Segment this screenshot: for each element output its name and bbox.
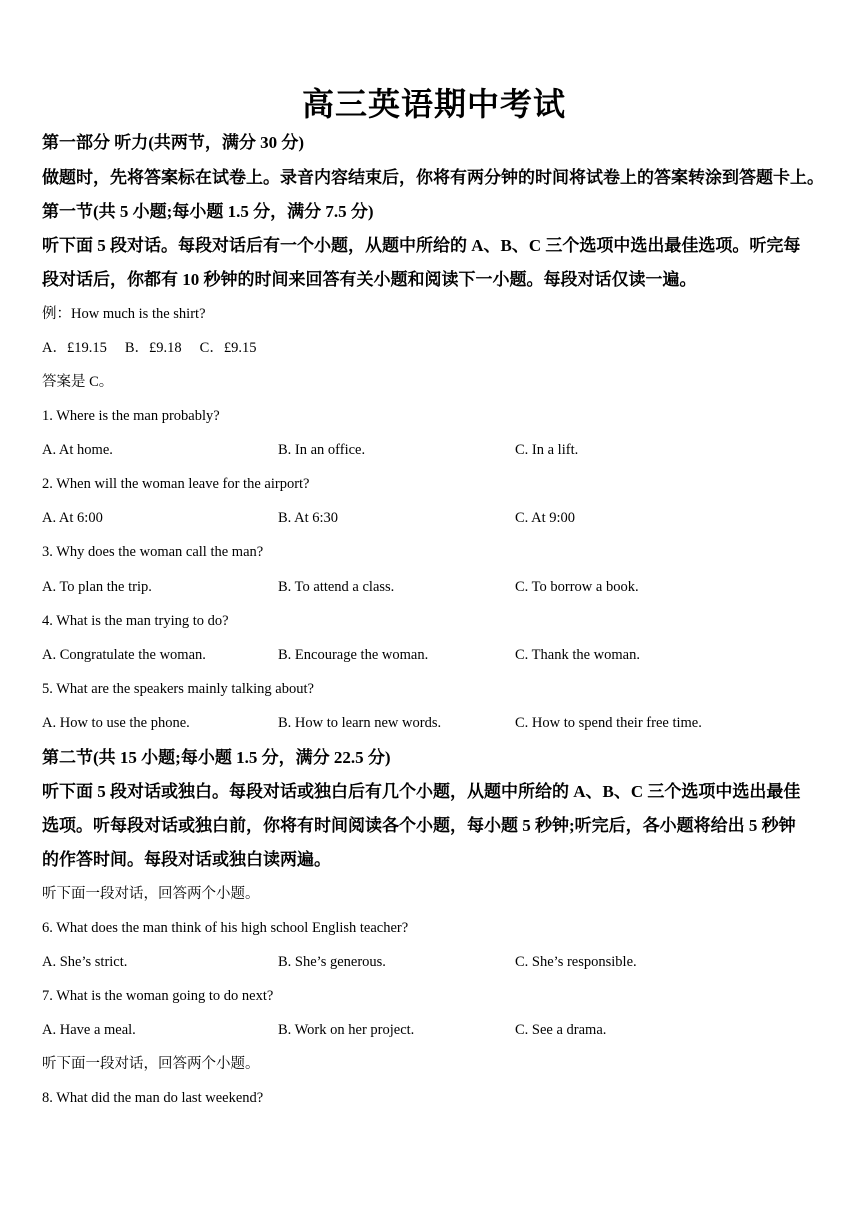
question-5-option-b: B. How to learn new words. [278, 715, 442, 731]
exam-title: 高三英语期中考试 [301, 86, 566, 122]
section1-instruction-line2: 段对话后，你都有 10 秒钟的时间来回答有关小题和阅读下一小题。每段对话仅读一遍。 [42, 270, 697, 289]
section2-instruction-line2: 选项。听每段对话或独白前，你将有时间阅读各个小题，每小题 5 秒钟;听完后，各小题将给出 5 秒钟 [42, 816, 796, 835]
part1-heading: 第一部分 听力(共两节，满分 30 分) [42, 133, 305, 152]
example-option-b: B．£9.18 [124, 340, 182, 356]
question-3-option-c: C. To borrow a book. [515, 579, 639, 595]
question-4: 4. What is the man trying to do? [42, 613, 229, 629]
question-1-option-c: C. In a lift. [515, 442, 579, 458]
question-3-option-a: A. To plan the trip. [42, 579, 152, 595]
section2-instruction-line1: 听下面 5 段对话或独白。每段对话或独白后有几个小题，从题中所给的 A、B、C 三个选项中选出最佳 [42, 782, 801, 801]
section1-instruction-line1: 听下面 5 段对话。每段对话后有一个小题，从题中所给的 A、B、C 三个选项中选出最佳选项。听完每 [42, 236, 801, 255]
section1-heading: 第一节(共 5 小题;每小题 1.5 分，满分 7.5 分) [42, 202, 374, 221]
question-2: 2. When will the woman leave for the airport? [42, 476, 310, 492]
section2-instruction-line3: 的作答时间。每段对话或独白读两遍。 [42, 850, 331, 869]
question-5: 5. What are the speakers mainly talking about? [42, 681, 314, 697]
question-8: 8. What did the man do last weekend? [42, 1090, 264, 1106]
question-5-option-a: A. How to use the phone. [42, 715, 190, 731]
section2-heading: 第二节(共 15 小题;每小题 1.5 分，满分 22.5 分) [42, 748, 391, 767]
question-7-option-a: A. Have a meal. [42, 1022, 136, 1038]
question-2-option-c: C. At 9:00 [515, 510, 576, 526]
question-7-option-c: C. See a drama. [515, 1022, 607, 1038]
question-3-option-b: B. To attend a class. [278, 579, 395, 595]
question-4-option-a: A. Congratulate the woman. [42, 647, 206, 663]
question-1-option-a: A. At home. [42, 442, 113, 458]
example-option-c: C．£9.15 [199, 340, 257, 356]
question-6-option-a: A. She’s strict. [42, 954, 128, 970]
question-4-option-b: B. Encourage the woman. [278, 647, 429, 663]
part1-instruction: 做题时，先将答案标在试卷上。录音内容结束后，你将有两分钟的时间将试卷上的答案转涂到答题卡上。 [42, 168, 824, 187]
question-2-option-b: B. At 6:30 [278, 510, 339, 526]
question-6: 6. What does the man think of his high school English teacher? [42, 920, 409, 936]
question-4-option-c: C. Thank the woman. [515, 647, 640, 663]
question-5-option-c: C. How to spend their free time. [515, 715, 702, 731]
question-6-option-b: B. She’s generous. [278, 954, 386, 970]
dialogue-intro-1: 听下面一段对话，回答两个小题。 [42, 886, 260, 902]
question-2-option-a: A. At 6:00 [42, 510, 103, 526]
example-option-a: A．£19.15 [42, 340, 107, 356]
question-7: 7. What is the woman going to do next? [42, 988, 274, 1004]
example-options [42, 338, 256, 358]
question-1: 1. Where is the man probably? [42, 408, 220, 424]
question-3: 3. Why does the woman call the man? [42, 544, 264, 560]
question-7-option-b: B. Work on her project. [278, 1022, 415, 1038]
question-1-option-b: B. In an office. [278, 442, 366, 458]
dialogue-intro-2: 听下面一段对话，回答两个小题。 [42, 1056, 260, 1072]
question-6-option-c: C. She’s responsible. [515, 954, 637, 970]
example-question: 例：How much is the shirt? [42, 306, 206, 322]
example-answer: 答案是 C。 [42, 374, 114, 390]
